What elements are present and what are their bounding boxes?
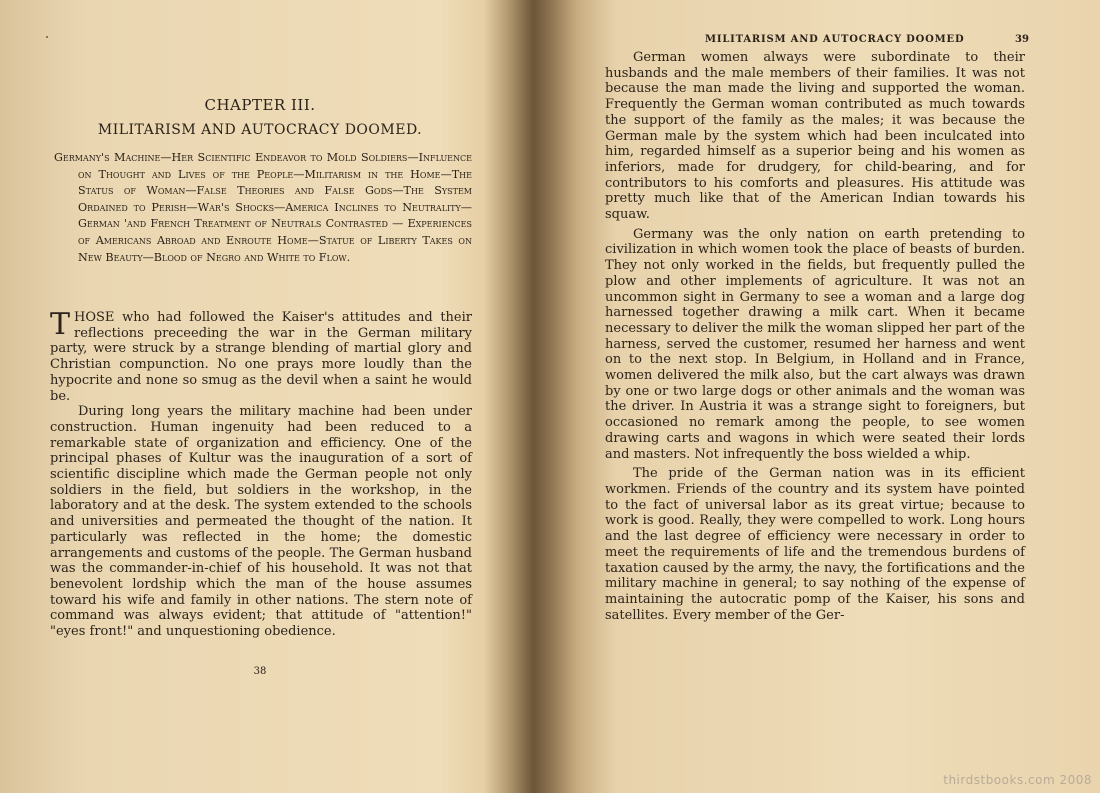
page-number: 39: [1015, 34, 1029, 45]
paragraph: During long years the military machine had been under construction. Human ingenuity had been reduced to a remarkable state of organization and efficiency. One of the principal phases of Kultur was the inauguration of a sort of scientific discipline which made the German people not only soldiers in the field, but soldiers in the workshop, in the laboratory and at the desk. The system extended to the schools and universities and permeated the thought of the nation. It particularly was reflected in the home; the domestic arrangements and customs of the people. The German husband was the commander-in-chief of his household. It was not that benevolent lordship which the man of the house assumes toward his wife and family in other nations. The stern note of command was always evident; that attitude of "attention!" "eyes front!" and unquestioning obedience.: [50, 404, 472, 640]
running-head: MILITARISM AND AUTOCRACY DOOMED: [705, 34, 965, 45]
paragraph: Germany was the only nation on earth pretending to civilization in which women took the place of beasts of burden. They not only worked in the fields, but frequently pulled the plow and other implements of agriculture. It was not an uncommon sight in Germany to see a woman and a large dog harnessed together drawing a milk cart. When it became necessary to deliver the milk the woman slipped her part of the harness, served the customer, resumed her harness and went on to the next stop. In Belgium, in Holland and in France, women delivered the milk also, but the cart always was drawn by one or two large dogs or other animals and the woman was the driver. In Austria it was a strange sight to foreigners, but occasioned no remark among the people, to see women drawing carts and wagons in which were seated their lords and masters. Not infrequently the boss wielded a whip.: [605, 226, 1025, 462]
left-body-text: [50, 307, 472, 640]
drop-cap: T: [50, 307, 71, 342]
left-page: [0, 0, 520, 793]
chapter-synopsis: Germany's Machine—Her Scientific Endeavor to Mold Soldiers—Influence on Thought and Lives of the People—Militarism in the Home—The Status of Woman—False Theories and False Gods—The System Ordained to Perish—War's Shocks—America Inclines to Neutrality—German 'and French Treatment of Neutrals Contrasted — Experiences of Americans Abroad and Enroute Home—Statue of Liberty Takes on New Beauty—Blood of Negro and White to Flow.: [54, 151, 472, 264]
paragraph: The pride of the German nation was in its efficient workmen. Friends of the country and its system have pointed to the fact of universal labor as its great virtue; because to work is good. Really, they were compelled to work. Long hours and the last degree of efficiency were necessary in order to meet the requirements of life and the tremendous burdens of taxation caused by the army, the navy, the fortifications and the military machine in general; to say nothing of the expense of maintaining the autocratic pomp of the Kaiser, his sons and satellites. Every member of the Ger-: [605, 466, 1025, 623]
watermark: thirdstbooks.com 2008: [943, 773, 1092, 787]
paragraph: German women always were subordinate to their husbands and the male members of their families. It was not because the man made the living and supported the woman. Frequently the German woman contributed as much towards the support of the family as the males; it was because the German male by the system which had been inculcated into him, regarded himself as a superior being and his women as inferiors, made for drudgery, for child-bearing, and for contributors to his comforts and pleasures. His attitude was pretty much like that of the American Indian towards his squaw.: [605, 50, 1025, 223]
chapter-number: CHAPTER III.: [204, 96, 316, 114]
paragraph-text: HOSE who had followed the Kaiser's attitudes and their reflections preceeding the war in the German military party, were struck by a strange blending of martial glory and Christian compunction. No one prays more loudly than the hypocrite and none so smug as the devil when a saint he would be.: [50, 310, 472, 404]
page-number: 38: [253, 666, 267, 677]
paragraph: [50, 307, 472, 404]
right-page: [565, 0, 1100, 793]
chapter-title: MILITARISM AND AUTOCRACY DOOMED.: [97, 122, 423, 138]
right-body-text: [605, 50, 1025, 623]
